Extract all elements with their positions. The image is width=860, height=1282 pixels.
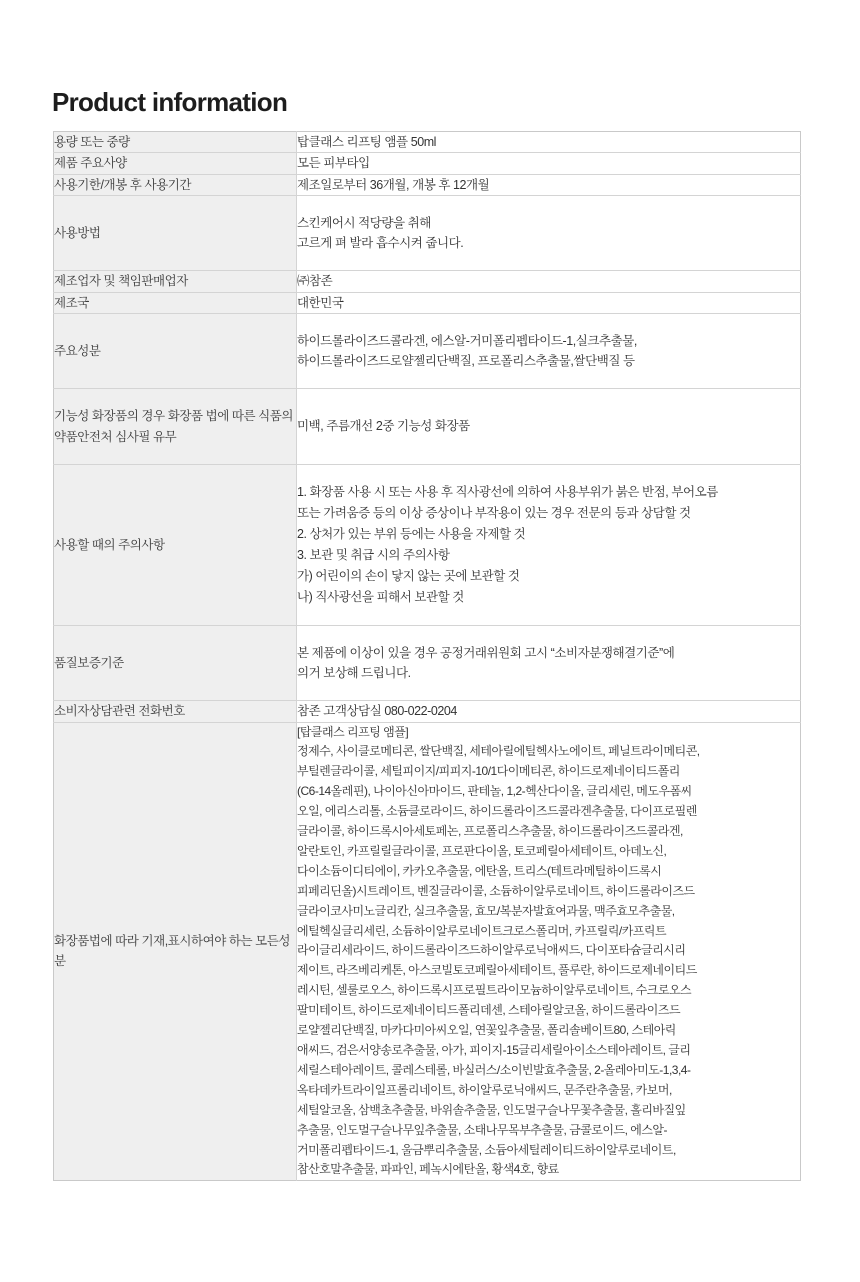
table-row [54,722,801,1181]
row-value-all-ingredients: [탑클래스 리프팅 앰플] 정제수, 사이클로메티콘, 쌀단백질, 세테아릴에틸헥사노에이트, 페닐트라이메티콘, 부틸렌글라이콜, 세틸피이지/피피지-10/1다이메티콘, 하이드로제네이티드폴리 (C6-14올레핀), 나이아신아마이드, 판테놀, 1,2-헥산다이올, 글리세린, 메도우폼씨 오일, 에리스리톨, 소듐클로라이드, 하이드롤라이즈드콜라겐추출물, 다이프로필렌 글라이콜, 하이드록시아세토페논, 프로폴리스추출물, 하이드롤라이즈드콜라겐, 알란토인, 카프릴릴글라이콜, 프로판다이올, 토코페릴아세테이트, 아데노신, 다이소듐이디티에이, 카카오추출물, 에탄올, 트리스(테트라메틸하이드록시 피페리딘올)시트레이트, 벤질글라이콜, 소듐하이알루로네이트, 하이드롤라이즈드 글라이코사미노글리칸, 실크추출물, 효모/복분자발효여과물, 맥주효모추출물, 에틸헥실글리세린, 소듐하이알루로네이트크로스폴리머, 카프릴릭/카프릭트 라이글리세라이드, 하이드롤라이즈드하이알루로닉애씨드, 다이포타슘글리시리 제이트, 라즈베리케톤, 아스코빌토코페릴아세테이트, 풀루란, 하이드로제네이티드 레시틴, 셀룰로오스, 하이드록시프로필트라이모늄하이알루로네이트, 수크로오스 팔미테이트, 하이드로제네이티드폴리데센, 스테아릴알코올, 하이드롤라이즈드 로얄젤리단백질, 마카다미아씨오일, 연꽃잎추출물, 폴리솔베이트80, 스테아릭 애씨드, 검은서양송로추출물, 아가, 피이지-15글리세릴아이소스테아레이트, 글리 세릴스테아레이트, 콜레스테롤, 바실러스/소이빈발효추출물, 2-올레아미도-1,3,4- 옥타데카트라이일프롤리네이트, 하이알루로닉애씨드, 문주란추출물, 카보머, 세틸알코올, 삼백초추출물, 바위솔추출물, 인도멀구슬나무꽃추출물, 홀리바질잎 추출물, 인도멀구슬나무잎추출물, 소태나무목부추출물, 금콜로이드, 에스알- 거미폴리펩타이드-1, 울금뿌리추출물, 소듐아세틸레이티드하이알루로네이트, 참산호말추출물, 파파인, 페녹시에탄올, 황색4호, 향료 [297,722,801,1181]
row-value-expiration-period: 제조일로부터 36개월, 개봉 후 12개월 [297,174,801,195]
product-information-table [53,131,801,1181]
table-row [54,271,801,292]
row-value-main-specification: 모든 피부타입 [297,153,801,174]
row-label-main-specification: 제품 주요사양 [54,153,297,174]
row-label-country-of-manufacture: 제조국 [54,292,297,313]
row-label-customer-service-phone: 소비자상담관련 전화번호 [54,701,297,722]
row-label-volume-or-weight: 용량 또는 중량 [54,132,297,153]
row-value-customer-service-phone: 참존 고객상담실 080-022-0204 [297,701,801,722]
table-row [54,195,801,271]
row-value-functional-cosmetic-review: 미백, 주름개선 2중 기능성 화장품 [297,389,801,465]
table-row [54,464,801,625]
row-label-quality-guarantee: 품질보증기준 [54,625,297,701]
table-row [54,625,801,701]
table-row [54,313,801,389]
row-value-precautions: 1. 화장품 사용 시 또는 사용 후 직사광선에 의하여 사용부위가 붉은 반점, 부어오름 또는 가려움증 등의 이상 증상이나 부작용이 있는 경우 전문의 등과 상담할 것 2. 상처가 있는 부위 등에는 사용을 자제할 것 3. 보관 및 취급 시의 주의사항 가) 어린이의 손이 닿지 않는 곳에 보관할 것 나) 직사광선을 피해서 보관할 것 [297,464,801,625]
row-label-functional-cosmetic-review: 기능성 화장품의 경우 화장품 법에 따른 식품의약품안전처 심사필 유무 [54,389,297,465]
table-row [54,174,801,195]
row-label-manufacturer-and-seller: 제조업자 및 책임판매업자 [54,271,297,292]
table-row [54,389,801,465]
table-body [54,132,801,1181]
row-label-precautions: 사용할 때의 주의사항 [54,464,297,625]
row-label-how-to-use: 사용방법 [54,195,297,271]
page-title: Product information [52,87,288,118]
row-value-country-of-manufacture: 대한민국 [297,292,801,313]
row-value-quality-guarantee: 본 제품에 이상이 있을 경우 공정거래위원회 고시 “소비자분쟁해결기준”에 의거 보상해 드립니다. [297,625,801,701]
row-label-main-ingredients: 주요성분 [54,313,297,389]
table-row [54,292,801,313]
row-value-manufacturer-and-seller: ㈜참존 [297,271,801,292]
table-row [54,153,801,174]
row-value-how-to-use: 스킨케어시 적당량을 취해 고르게 펴 발라 흡수시켜 줍니다. [297,195,801,271]
row-label-all-ingredients: 화장품법에 따라 기재,표시하여야 하는 모든성분 [54,722,297,1181]
row-value-main-ingredients: 하이드롤라이즈드콜라겐, 에스알-거미폴리펩타이드-1,실크추출물, 하이드롤라이즈드로얄젤리단백질, 프로폴리스추출물,쌀단백질 등 [297,313,801,389]
row-value-volume-or-weight: 탑클래스 리프팅 앰플 50ml [297,132,801,153]
row-label-expiration-period: 사용기한/개봉 후 사용기간 [54,174,297,195]
table-row [54,701,801,722]
table-row [54,132,801,153]
